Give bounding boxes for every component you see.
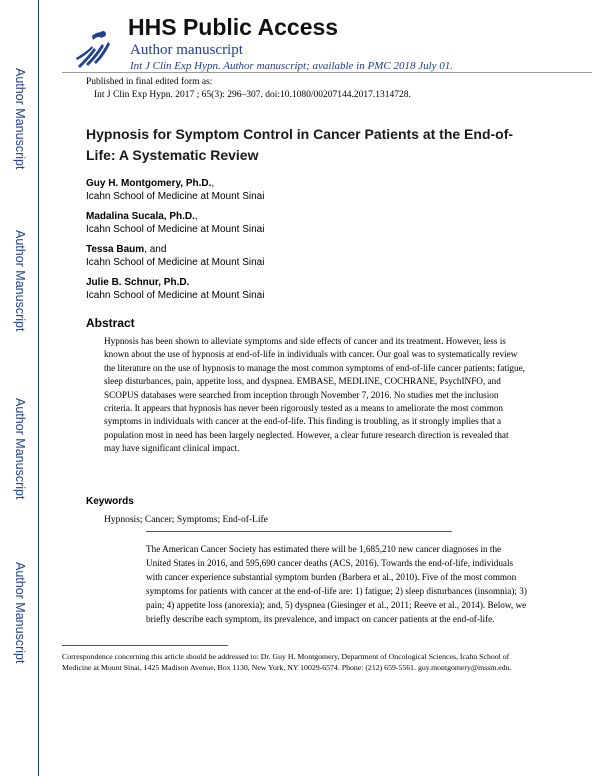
author-suffix: , <box>211 178 215 189</box>
author-suffix: , <box>194 211 198 222</box>
author-suffix: , and <box>144 244 167 255</box>
keywords-heading: Keywords <box>86 496 134 507</box>
journal-availability: Int J Clin Exp Hypn. Author manuscript; available in PMC 2018 July 01. <box>130 60 454 72</box>
author-entry <box>86 276 264 302</box>
hhs-header <box>62 8 592 70</box>
author-name: Madalina Sucala, Ph.D. <box>86 211 195 222</box>
author-entry <box>86 243 264 269</box>
margin-label: Author Manuscript <box>13 68 27 170</box>
abstract-heading: Abstract <box>86 316 135 330</box>
hhs-eagle-logo <box>72 26 114 70</box>
margin-label: Author Manuscript <box>13 230 27 332</box>
margin-label: Author Manuscript <box>13 398 27 500</box>
author-entry <box>86 210 264 236</box>
article-title: Hypnosis for Symptom Control in Cancer Patients at the End-of-Life: A Systematic Review <box>86 126 514 163</box>
hhs-subtitle: Author manuscript <box>130 42 243 58</box>
margin-label: Author Manuscript <box>13 562 27 664</box>
footnote-divider <box>62 645 228 646</box>
keywords-text: Hypnosis; Cancer; Symptoms; End-of-Life <box>104 515 268 525</box>
margin-rule <box>38 0 39 776</box>
published-citation: Int J Clin Exp Hypn. 2017 ; 65(3): 296–307. doi:10.1080/00207144.2017.1314728. <box>94 90 411 100</box>
abstract-text: Hypnosis has been shown to alleviate symptoms and side effects of cancer and its treatment. However, less is known about the use of hypnosis at end-of-life in individuals with cancer. Our goal was to systematically review the literature on the use of hypnosis to manage the most common symptoms of end-of-life cancer patients: fatigue, sleep disturbances, pain, appetite loss, and dyspnea. EMBASE, MEDLINE, COCHRANE, PsychINFO, and SCOPUS databases were searched from inception through November 7, 2016. No studies met the inclusion criteria. It appears that hypnosis has never been rigorously tested as a means to ameliorate the most common symptoms in individuals with cancer at the end-of-life. This finding is troubling, as it strongly implies that a population most in need has been largely neglected. However, a clear future research direction is revealed that may have significant clinical impact. <box>104 336 525 454</box>
author-name: Tessa Baum <box>86 244 145 255</box>
section-divider <box>146 531 452 532</box>
correspondence-footnote: Correspondence concerning this article should be addressed to: Dr. Guy H. Montgomery, Department of Oncological Sciences, Icahn School of Medicine at Mount Sinai, 1425 Madison Avenue, Box 1130, New York, NY 10029-6574. Phone: (212) 659-5561. guy.montgomery@mssm.edu. <box>62 652 512 672</box>
author-affiliation: Icahn School of Medicine at Mount Sinai <box>86 224 265 235</box>
author-name: Guy H. Montgomery, Ph.D. <box>86 178 212 189</box>
hhs-citation <box>130 60 453 72</box>
author-name: Julie B. Schnur, Ph.D. <box>86 277 190 288</box>
author-affiliation: Icahn School of Medicine at Mount Sinai <box>86 257 265 268</box>
header-divider <box>62 72 592 73</box>
publication-info <box>86 76 411 102</box>
published-label: Published in final edited form as: <box>86 77 213 87</box>
author-affiliation: Icahn School of Medicine at Mount Sinai <box>86 290 265 301</box>
author-entry <box>86 177 264 203</box>
author-list <box>86 177 264 309</box>
intro-paragraph: The American Cancer Society has estimated there will be 1,685,210 new cancer diagnoses in the United States in 2016, and 595,690 cancer deaths (ACS, 2016). Towards the end-of-life, individuals with cancer experience substantial symptom burden (Barbera et al., 2010). Five of the most common symptoms for patients with cancer at the end-of-life are: 1) fatigue; 2) sleep disturbances (insomnia); 3) pain; 4) appetite loss (anorexia); and, 5) dyspnea (Giesinger et al., 2011; Reeve et al., 2014). Below, we briefly describe each symptom, its prevalence, and impact on cancer patients at the end-of-life. <box>146 544 527 624</box>
author-affiliation: Icahn School of Medicine at Mount Sinai <box>86 191 265 202</box>
hhs-title: HHS Public Access <box>128 14 339 40</box>
